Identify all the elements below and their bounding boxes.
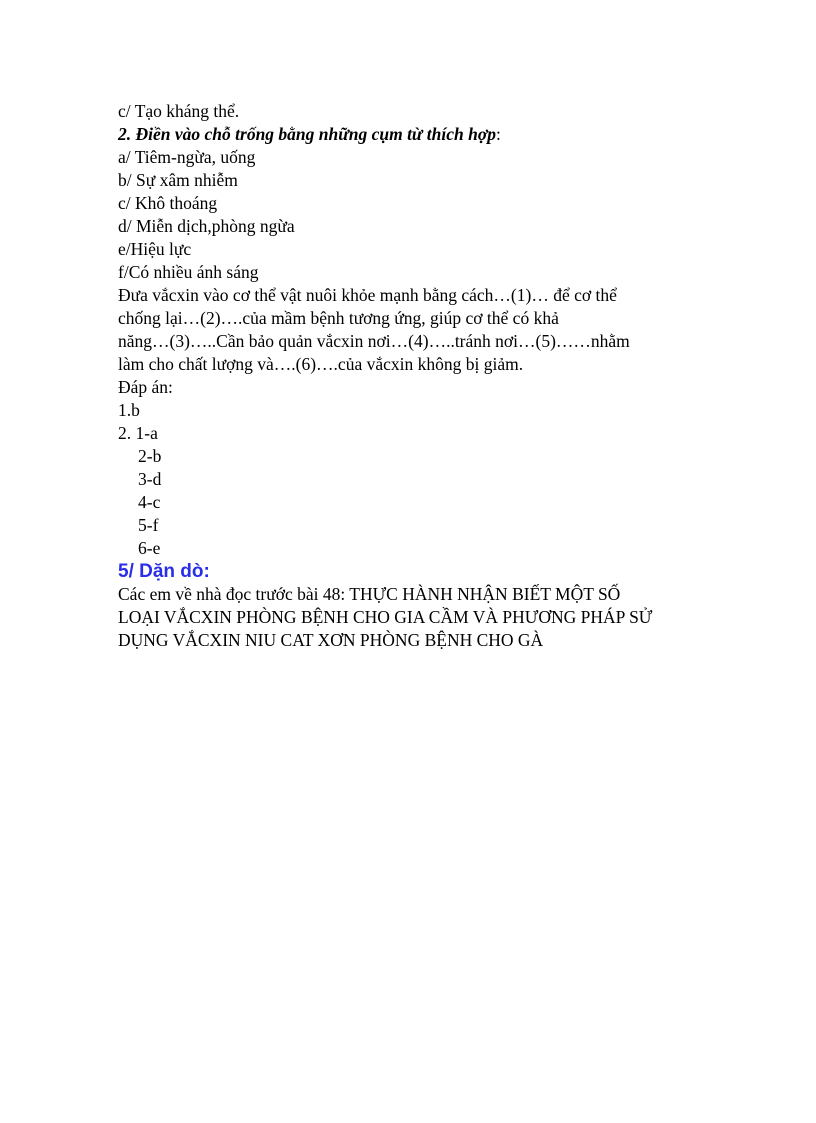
- choice-e: e/Hiệu lực: [118, 239, 192, 259]
- answer-1: 1.b: [118, 400, 140, 420]
- answer-2-item: 4-c: [138, 492, 161, 512]
- choice-f: f/Có nhiều ánh sáng: [118, 262, 259, 282]
- question-2-text: 2. Điền vào chỗ trống bằng những cụm từ thích hợp: [118, 124, 497, 144]
- answer-2-item: 6-e: [138, 538, 161, 558]
- paragraph-line-1: Đưa vắcxin vào cơ thể vật nuôi khỏe mạnh bằng cách…(1)… để cơ thể: [118, 285, 617, 305]
- answer-2-item: 2-b: [138, 446, 162, 466]
- section-5-heading: 5/ Dặn dò:: [118, 561, 210, 582]
- choice-a: a/ Tiêm-ngừa, uống: [118, 147, 256, 167]
- answer-2-first: 2. 1-a: [118, 423, 158, 443]
- question-2-title: [118, 123, 718, 146]
- paragraph-line-4: làm cho chất lượng và….(6)….của vắcxin không bị giảm.: [118, 354, 524, 374]
- homework-line-3: DỤNG VẮCXIN NIU CAT XƠN PHÒNG BỆNH CHO GÀ: [118, 630, 544, 650]
- choice-b: b/ Sự xâm nhiễm: [118, 170, 238, 190]
- choice-d: d/ Miễn dịch,phòng ngừa: [118, 216, 295, 236]
- paragraph-line-3: năng…(3)…..Cần bảo quản vắcxin nơi…(4)…..tránh nơi…(5)……nhằm: [118, 331, 630, 351]
- answer-2-item: 5-f: [138, 515, 159, 535]
- document-page: [118, 100, 718, 652]
- answer-2-item: 3-d: [138, 469, 162, 489]
- homework-line-2: LOẠI VẮCXIN PHÒNG BỆNH CHO GIA CẦM VÀ PHƯƠNG PHÁP SỬ: [118, 607, 653, 627]
- paragraph-line-2: chống lại…(2)….của mầm bệnh tương ứng, giúp cơ thể có khả: [118, 308, 559, 328]
- option-c-line: c/ Tạo kháng thể.: [118, 101, 240, 121]
- answer-label: Đáp án:: [118, 377, 173, 397]
- question-2-colon: :: [496, 124, 501, 144]
- homework-line-1: Các em về nhà đọc trước bài 48: THỰC HÀNH NHẬN BIẾT MỘT SỐ: [118, 584, 621, 604]
- fill-in-paragraph: [118, 284, 718, 376]
- choice-c: c/ Khô thoáng: [118, 193, 218, 213]
